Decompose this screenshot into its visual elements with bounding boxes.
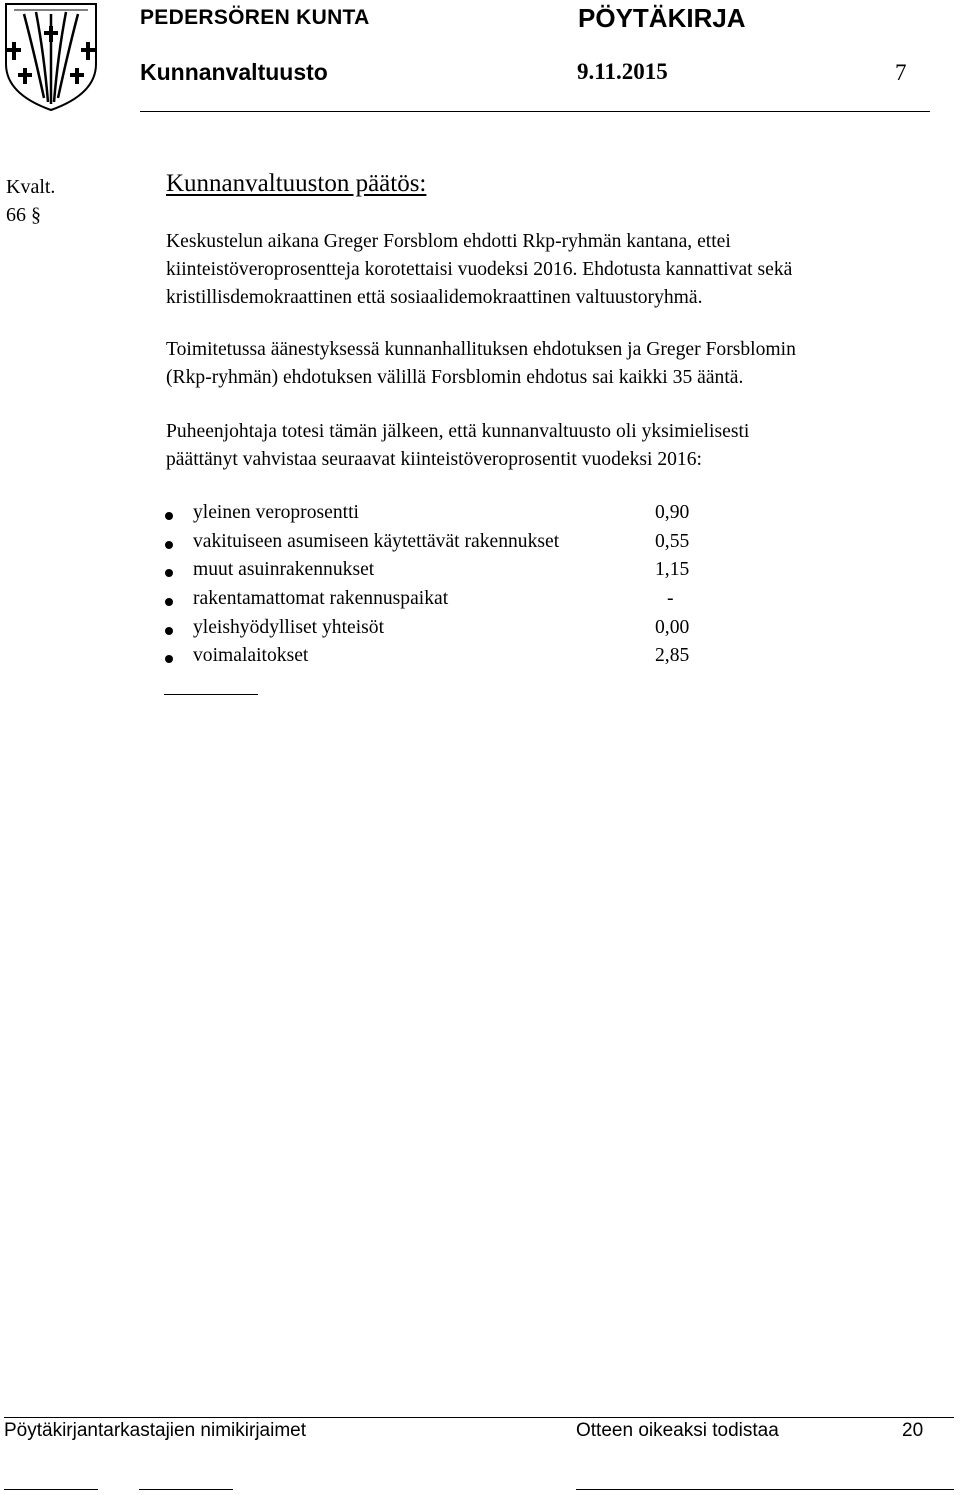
tax-rate-value: 0,00: [655, 617, 690, 638]
bullet-icon: [165, 627, 173, 635]
bullet-icon: [165, 598, 173, 606]
municipal-crest-icon: [4, 2, 98, 112]
paragraph-line: Puheenjohtaja totesi tämän jälkeen, että kunnanvaltuusto oli yksimielisesti: [166, 421, 750, 442]
bullet-icon: [165, 569, 173, 577]
document-type: PÖYTÄKIRJA: [578, 3, 746, 33]
section-end-divider: [164, 694, 258, 695]
signature-line: [576, 1489, 954, 1490]
section-label: Kvalt.: [6, 176, 56, 198]
tax-rate-value: 2,85: [655, 645, 690, 666]
tax-rate-label: muut asuinrakennukset: [193, 559, 375, 580]
paragraph-line: Keskustelun aikana Greger Forsblom ehdotti Rkp-ryhmän kantana, ettei: [166, 231, 731, 252]
signature-line: [139, 1489, 233, 1490]
tax-rate-label: vakituiseen asumiseen käytettävät rakennukset: [193, 531, 560, 552]
tax-rate-value: 0,90: [655, 502, 690, 523]
paragraph-line: kiinteistöveroprosentteja korotettaisi vuodeksi 2016. Ehdotusta kannattivat sekä: [166, 259, 793, 280]
bullet-icon: [165, 655, 173, 663]
paragraph-vote: [166, 336, 926, 392]
paragraph-line: (Rkp-ryhmän) ehdotuksen välillä Forsblomin ehdotus sai kaikki 35 ääntä.: [166, 367, 744, 388]
tax-rate-label: rakentamattomat rakennuspaikat: [193, 588, 449, 609]
footer-certification-label: Otteen oikeaksi todistaa: [576, 1420, 779, 1441]
paragraph-proposal: [166, 228, 926, 312]
section-number: 66 §: [6, 204, 41, 226]
meeting-date: 9.11.2015: [577, 59, 668, 84]
tax-rate-value: 1,15: [655, 559, 690, 580]
decision-heading: Kunnanvaltuuston päätös:: [166, 170, 427, 197]
governing-body: Kunnanvaltuusto: [140, 59, 328, 85]
footer-divider: [4, 1417, 954, 1418]
footer-page-number: 20: [902, 1420, 924, 1441]
paragraph-line: kristillisdemokraattinen että sosiaalidemokraattinen valtuustoryhmä.: [166, 287, 703, 308]
header-divider: [140, 111, 930, 112]
footer-initials-label: Pöytäkirjantarkastajien nimikirjaimet: [4, 1420, 306, 1441]
signature-line: [4, 1489, 98, 1490]
tax-rate-label: voimalaitokset: [193, 645, 309, 666]
tax-rate-value: -: [667, 588, 674, 609]
page-number: 7: [895, 60, 907, 85]
paragraph-line: Toimitetussa äänestyksessä kunnanhallituksen ehdotuksen ja Greger Forsblomin: [166, 339, 796, 360]
bullet-icon: [165, 512, 173, 520]
tax-rate-label: yleinen veroprosentti: [193, 502, 359, 523]
bullet-icon: [165, 541, 173, 549]
tax-rate-label: yleishyödylliset yhteisöt: [193, 617, 385, 638]
paragraph-conclusion: [166, 418, 926, 474]
organization-name: PEDERSÖREN KUNTA: [140, 6, 370, 29]
tax-rate-value: 0,55: [655, 531, 690, 552]
paragraph-line: päättänyt vahvistaa seuraavat kiinteistöveroprosentit vuodeksi 2016:: [166, 449, 702, 470]
